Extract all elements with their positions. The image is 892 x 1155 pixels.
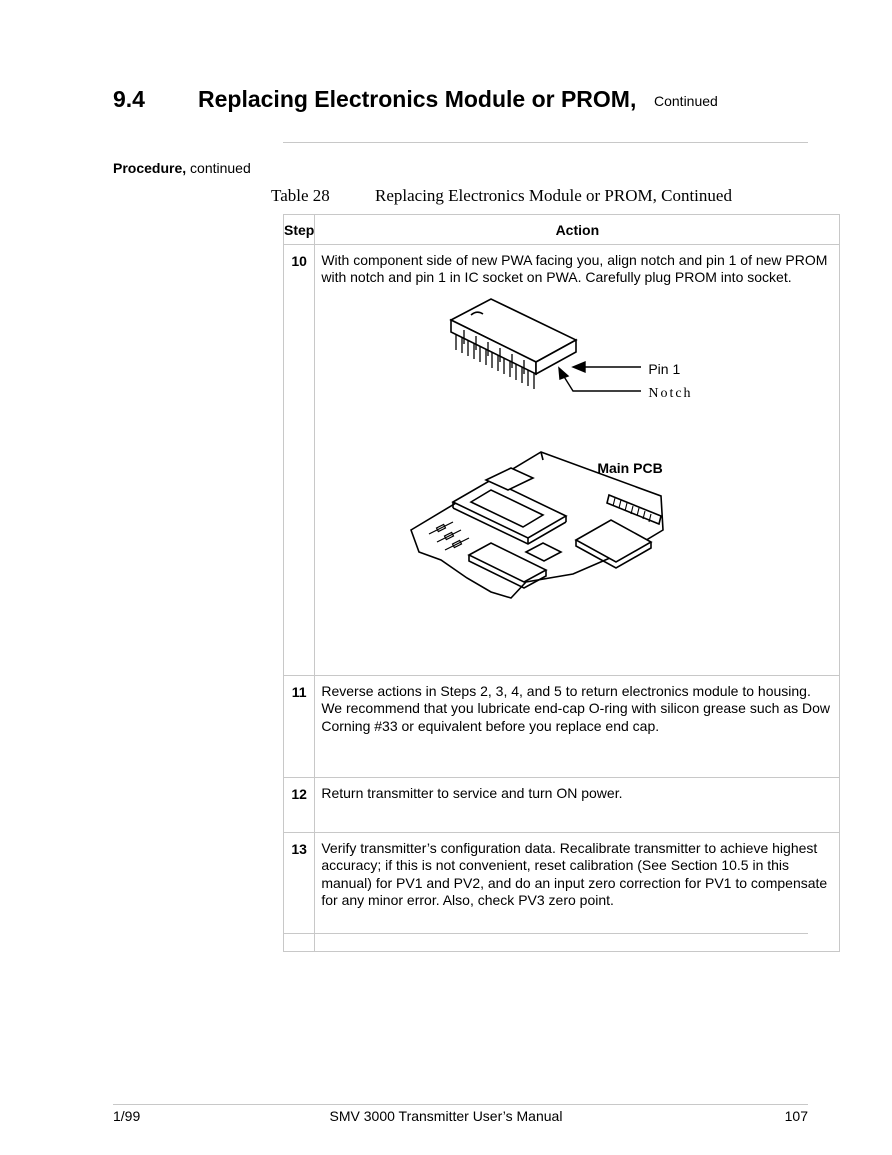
step-number: 12	[284, 778, 315, 833]
pin1-label: Pin 1	[648, 360, 681, 377]
main-pcb-label: Main PCB	[597, 459, 663, 476]
column-header-step: Step	[284, 215, 315, 245]
table-title: Replacing Electronics Module or PROM, Continued	[375, 186, 732, 205]
section-continued-label: Continued	[654, 93, 718, 109]
step-number: 10	[284, 245, 315, 676]
step-action-text: Return transmitter to service and turn ON power.	[315, 778, 840, 833]
footer-divider	[113, 1104, 808, 1105]
header-divider	[283, 142, 808, 143]
step-action-text: With component side of new PWA facing you, align notch and pin 1 of new PROM with notch and pin 1 in IC socket on PWA. Carefully plug PROM into socket.	[321, 252, 828, 286]
prom-installation-figure	[321, 290, 834, 640]
step-action-cell	[315, 245, 840, 676]
footer-date: 1/99	[113, 1108, 141, 1124]
table-bottom-divider	[283, 933, 808, 934]
pin1-pointer	[573, 362, 641, 372]
notch-pointer	[559, 368, 641, 391]
column-header-action: Action	[315, 215, 840, 245]
table-row	[284, 778, 840, 833]
table-row	[284, 676, 840, 778]
procedure-heading	[113, 160, 251, 176]
footer-page-number: 107	[784, 1108, 808, 1124]
step-action-text: Reverse actions in Steps 2, 3, 4, and 5 to return electronics module to housing. We recommend that you lubricate end-cap O-ring with silicon grease such as Dow Corning #33 or equivalent before you replace end cap.	[315, 676, 840, 778]
section-title: Replacing Electronics Module or PROM,	[198, 86, 637, 112]
table-header-row	[284, 215, 840, 245]
table-row	[284, 245, 840, 676]
step-number: 11	[284, 676, 315, 778]
step-action-text: Verify transmitter’s configuration data. Recalibrate transmitter to achieve highest accuracy; if this is not convenient, reset calibration (See Section 10.5 in this manual) for PV1 and PV2, and do an input zero correction for PV1 to compensate for any minor error. Also, check PV3 zero point.	[315, 833, 840, 952]
table-number: Table 28	[271, 186, 330, 205]
notch-label: Notch	[648, 385, 693, 401]
step-number: 13	[284, 833, 315, 952]
procedure-suffix: continued	[190, 160, 251, 176]
footer-manual-title: SMV 3000 Transmitter User’s Manual	[329, 1108, 563, 1124]
procedure-label: Procedure,	[113, 160, 187, 176]
prom-and-pcb-illustration	[321, 290, 834, 640]
prom-chip-drawing	[451, 299, 576, 389]
section-number: 9.4	[113, 86, 145, 112]
procedure-table	[283, 214, 840, 952]
